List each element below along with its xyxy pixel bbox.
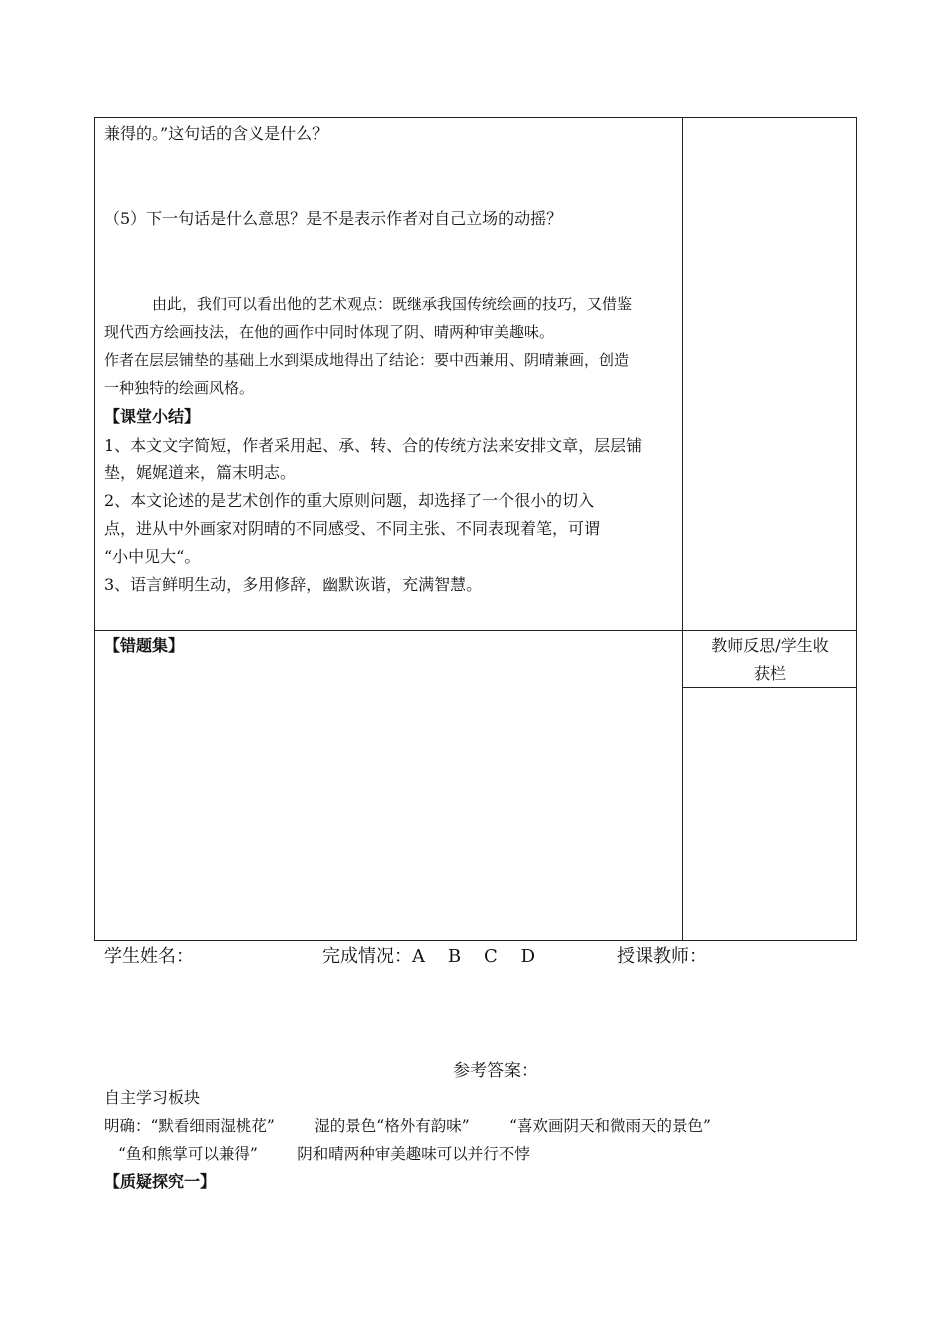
answers-heading: 参考答案： — [453, 1061, 538, 1081]
side-title-line: 获栏 — [753, 664, 786, 683]
completion-status: 完成情况：A B C D — [322, 946, 536, 967]
errors-heading: 【错题集】 — [104, 636, 185, 655]
side-column-title — [683, 632, 857, 688]
paragraph-line: 作者在层层铺垫的基础上水到渠成地得出了结论：要中西兼用、阴晴兼画，创造 — [104, 351, 630, 369]
teacher-label: 授课教师： — [617, 946, 707, 967]
summary-item: “小中见大“。 — [104, 547, 201, 566]
paragraph-line: 由此，我们可以看出他的艺术观点：既继承我国传统绘画的技巧，又借鉴 — [152, 295, 633, 313]
student-name-label: 学生姓名： — [104, 946, 194, 967]
side-title-line: 教师反思/学生收 — [711, 636, 829, 655]
summary-item: 3、语言鲜明生动，多用修辞，幽默诙谐，充满智慧。 — [104, 575, 483, 594]
summary-heading: 【课堂小结】 — [104, 407, 201, 426]
worksheet-table — [94, 117, 857, 941]
question-5: （5）下一句话是什么意思？是不是表示作者对自己立场的动摇？ — [104, 209, 563, 228]
answers-clarify: 明确：“默看细雨湿桃花” 湿的景色“格外有韵味” “喜欢画阴天和微雨天的景色” — [104, 1117, 711, 1135]
summary-item: 2、本文论述的是艺术创作的重大原则问题，却选择了一个很小的切入 — [104, 491, 595, 510]
paragraph-line: 一种独特的绘画风格。 — [104, 379, 255, 397]
question-text: 兼得的。”这句话的含义是什么？ — [104, 124, 329, 143]
summary-item: 垫，娓娓道来，篇末明志。 — [104, 463, 297, 482]
summary-item: 点，进从中外画家对阴晴的不同感受、不同主张、不同表现着笔，可谓 — [104, 519, 601, 538]
answers-section-2: 【质疑探究一】 — [104, 1172, 217, 1191]
column-divider — [682, 118, 683, 940]
paragraph-line: 现代西方绘画技法，在他的画作中同时体现了阴、晴两种审美趣味。 — [104, 323, 555, 341]
summary-item: 1、本文文字简短，作者采用起、承、转、合的传统方法来安排文章，层层铺 — [104, 436, 643, 455]
answers-clarify-2: “鱼和熊掌可以兼得” 阴和晴两种审美趣味可以并行不悖 — [118, 1145, 530, 1163]
answers-section: 自主学习板块 — [104, 1088, 201, 1107]
row-divider — [95, 630, 856, 631]
